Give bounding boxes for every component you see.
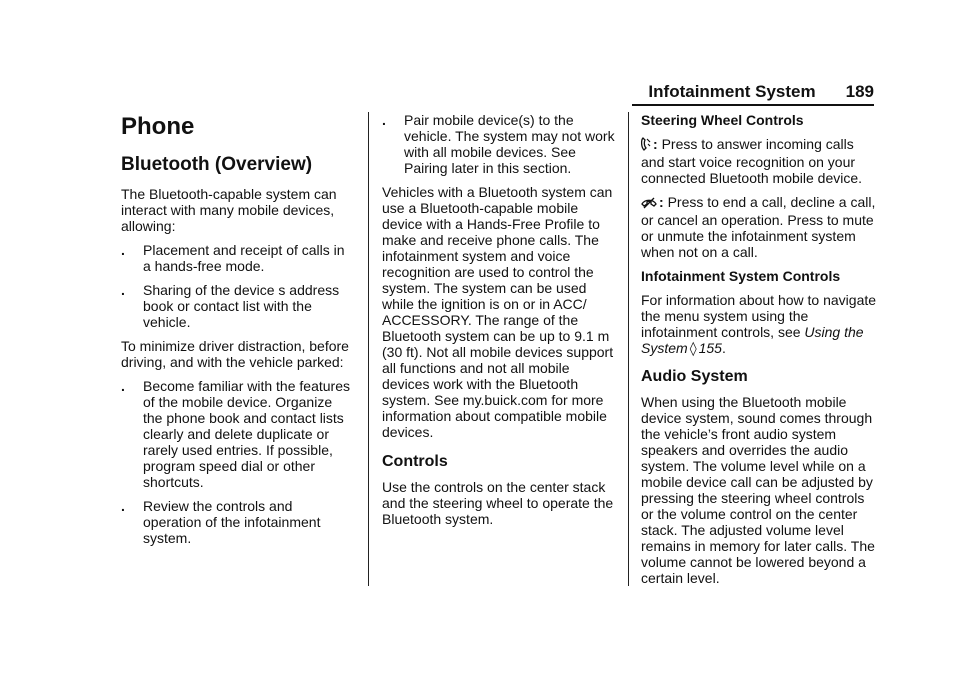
bullet-marker: . bbox=[121, 378, 125, 394]
column-3 bbox=[641, 110, 877, 594]
bullet-marker: . bbox=[121, 282, 125, 298]
heading-controls: Controls bbox=[382, 453, 448, 470]
cross-reference-page[interactable]: 155 bbox=[698, 340, 722, 356]
column-divider bbox=[368, 112, 369, 586]
list-item-text: Become familiar with the features of the mobile device. Organize the phone book and contact lists clearly and delete duplicate or rarely used entries. If possible, program speed dial or other shortcuts. bbox=[143, 378, 350, 490]
label-steering-wheel-controls: Steering Wheel Controls bbox=[641, 112, 804, 128]
cross-reference-link[interactable]: Using the System bbox=[641, 324, 864, 356]
page-ref-icon: ◊ bbox=[689, 341, 697, 357]
column-2 bbox=[382, 110, 617, 535]
label-infotainment-system-controls: Infotainment System Controls bbox=[641, 268, 841, 284]
bullet-marker: . bbox=[382, 112, 386, 128]
list-item-text: Placement and receipt of calls in a hands-free mode. bbox=[143, 242, 345, 274]
paragraph: Vehicles with a Bluetooth system can use a Bluetooth-capable mobile device with a Hands-Free Profile to make and receive phone calls. The infotainment system and voice recognition are used to control the system. The system can be used while the ignition is on or in ACC/ ACCESSORY. The range of the Bluetooth system can be up to 9.1 m (30 ft). Not all mobile devices support all functions and not all mobile devices work with the Bluetooth system. See my.buick.com for more information about compatible mobile devices. bbox=[382, 184, 614, 440]
column-1 bbox=[121, 110, 353, 554]
answer-call-text: Press to answer incoming calls and start voice recognition on your connected Bluetooth mobile device. bbox=[641, 136, 863, 186]
section-title: Infotainment System bbox=[648, 82, 816, 101]
answer-call-paragraph bbox=[641, 136, 877, 186]
list-item-text: Review the controls and operation of the infotainment system. bbox=[143, 498, 321, 546]
period: . bbox=[721, 340, 726, 356]
intro-paragraph: The Bluetooth-capable system can interact with many mobile devices, allowing: bbox=[121, 186, 337, 234]
call-end-icon bbox=[641, 196, 657, 212]
list-item bbox=[121, 282, 353, 330]
list-item bbox=[382, 112, 617, 176]
list-item bbox=[121, 378, 353, 490]
call-answer-icon bbox=[641, 137, 651, 154]
colon-separator: : bbox=[659, 194, 668, 210]
paragraph: Use the controls on the center stack and the steering wheel to operate the Bluetooth system. bbox=[382, 479, 614, 527]
list-item-text: Sharing of the device s address book or contact list with the vehicle. bbox=[143, 282, 340, 330]
heading-audio-system: Audio System bbox=[641, 368, 748, 385]
page-number: 189 bbox=[845, 82, 874, 101]
end-call-text: Press to end a call, decline a call, or cancel an operation. Press to mute or unmute the infotainment system when not on a call. bbox=[641, 194, 876, 260]
list-item bbox=[121, 242, 353, 274]
column-divider bbox=[628, 112, 629, 586]
info-text: For information about how to navigate the menu system using the infotainment controls, see bbox=[641, 292, 877, 340]
bullet-marker: . bbox=[121, 242, 125, 258]
info-paragraph bbox=[641, 292, 877, 357]
audio-paragraph: When using the Bluetooth mobile device system, sound comes through the vehicle’s front audio system speakers and overrides the audio system. The volume level while on a mobile device call can be adjusted by pressing the steering wheel controls or the volume control on the center stack. The adjusted volume level remains in memory for later calls. The volume cannot be lowered beyond a certain level. bbox=[641, 394, 875, 586]
running-header bbox=[0, 82, 874, 102]
colon-separator: : bbox=[653, 136, 662, 152]
header-rule bbox=[632, 104, 874, 106]
heading-bluetooth-overview: Bluetooth (Overview) bbox=[121, 154, 313, 175]
bullet-marker: . bbox=[121, 498, 125, 514]
list-item-text: Pair mobile device(s) to the vehicle. The system may not work with all mobile devices. See Pairing later in this section. bbox=[404, 112, 615, 176]
heading-phone: Phone bbox=[121, 113, 195, 140]
list-item bbox=[121, 498, 353, 546]
end-call-paragraph bbox=[641, 194, 877, 260]
paragraph: To minimize driver distraction, before driving, and with the vehicle parked: bbox=[121, 338, 349, 370]
